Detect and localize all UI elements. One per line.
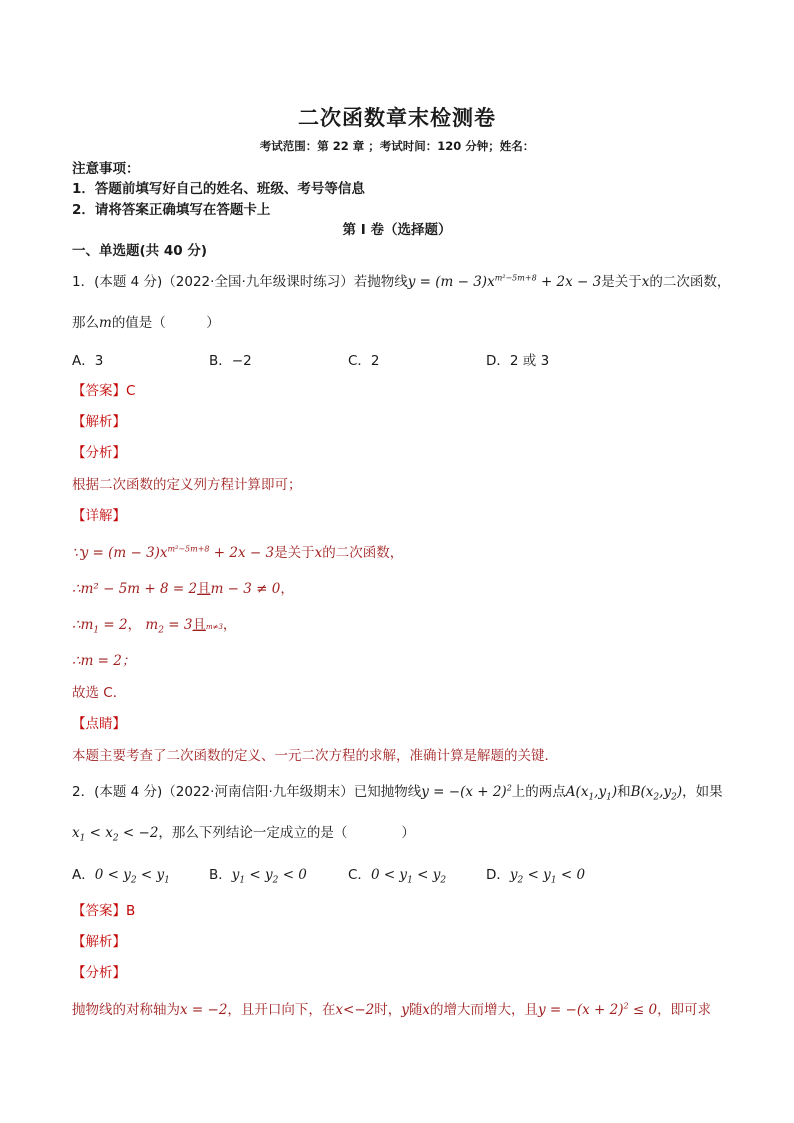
q2-fenxi-label: 【分析】 xyxy=(72,965,126,981)
q2-analysis-label: 【解析】 xyxy=(72,934,126,950)
q1-option-a: A．3 xyxy=(72,353,104,369)
q1-analysis-label: 【解析】 xyxy=(72,414,126,430)
q1-lead: 1．(本题 4 分)（2022·全国·九年级课时练习）若抛物线 xyxy=(72,274,408,290)
part-heading: 一、单选题(共 40 分) xyxy=(72,243,208,259)
q2-option-b: B．$y_1 < y_2 < 0$ xyxy=(209,867,307,886)
q1-detail-line-2: ∴m² − 5m + 8 = 2且m − 3 ≠ 0， xyxy=(72,581,294,597)
q1-stem-line-2: 那么m的值是（ ） xyxy=(72,315,220,331)
q2-stem-line-1: 2．(本题 4 分)（2022·河南信阳·九年级期末）已知抛物线$y = -(x + 2)^2$上的两点$A(x_1,y_1)$和$B(x_2,y_2)$，如果 xyxy=(72,783,723,803)
q1-stem-line-1: 1．(本题 4 分)（2022·全国·九年级课时练习）若抛物线$y = (m - 3)x^{m^2-5m+8} + 2x - 3$是关于x的二次函数， xyxy=(72,273,731,290)
q2-option-d: D．$y_2 < y_1 < 0$ xyxy=(486,867,586,886)
q1-detail-line-5: 故选 C． xyxy=(72,685,127,701)
q1-detail-line-4: ∴m = 2； xyxy=(72,653,136,669)
q2-stem-line-2: $x_1 < x_2 < -2$，那么下列结论一定成立的是（ ） xyxy=(72,825,415,844)
q2-option-a: A．$0 < y_2 < y_1$ xyxy=(72,867,170,886)
q1-fenxi-text: 根据二次函数的定义列方程计算即可； xyxy=(72,477,302,493)
q1-detail-label: 【详解】 xyxy=(72,508,126,524)
volume-heading: 第 I 卷（选择题） xyxy=(342,222,452,238)
q1-option-b: B．−2 xyxy=(209,353,252,369)
q1-detail-line-1: ∵y = $(m - 3)x^{m^2-5m+8} + 2x - 3$是关于x的二次函数， xyxy=(72,544,404,561)
q1-option-c: C．2 xyxy=(348,353,380,369)
q1-fenxi-label: 【分析】 xyxy=(72,445,126,461)
q1-answer: 【答案】C xyxy=(72,383,136,399)
page-title: 二次函数章末检测卷 xyxy=(298,106,496,130)
q2-option-c: C．$0 < y_1 < y_2$ xyxy=(348,867,447,886)
q2-answer: 【答案】B xyxy=(72,903,136,919)
q1-detail-line-3: $\therefore m_1 = 2$， $m_2 = 3$且m≠3， xyxy=(72,617,237,636)
notes-heading: 注意事项： xyxy=(72,161,140,177)
notes-item-1: 1．答题前填写好自己的姓名、班级、考号等信息 xyxy=(72,181,365,197)
exam-info: 考试范围：第 22 章 ；考试时间：120 分钟；姓名： xyxy=(259,139,535,153)
q2-fenxi-text: 抛物线的对称轴为x = −2，且开口向下，在x<−2时，y随x的增大而增大，且$y = -(x + 2)^2 \le 0$，即可求 xyxy=(72,1001,712,1018)
notes-item-2: 2．请将答案正确填写在答题卡上 xyxy=(72,202,271,218)
q1-comment-text: 本题主要考查了二次函数的定义、一元二次方程的求解，准确计算是解题的关键． xyxy=(72,748,558,764)
q1-formula: $y = (m - 3)x^{m^2-5m+8} + 2x - 3$ xyxy=(407,273,602,290)
q1-option-d: D．2 或 3 xyxy=(486,353,550,369)
q1-comment-label: 【点睛】 xyxy=(72,716,126,732)
